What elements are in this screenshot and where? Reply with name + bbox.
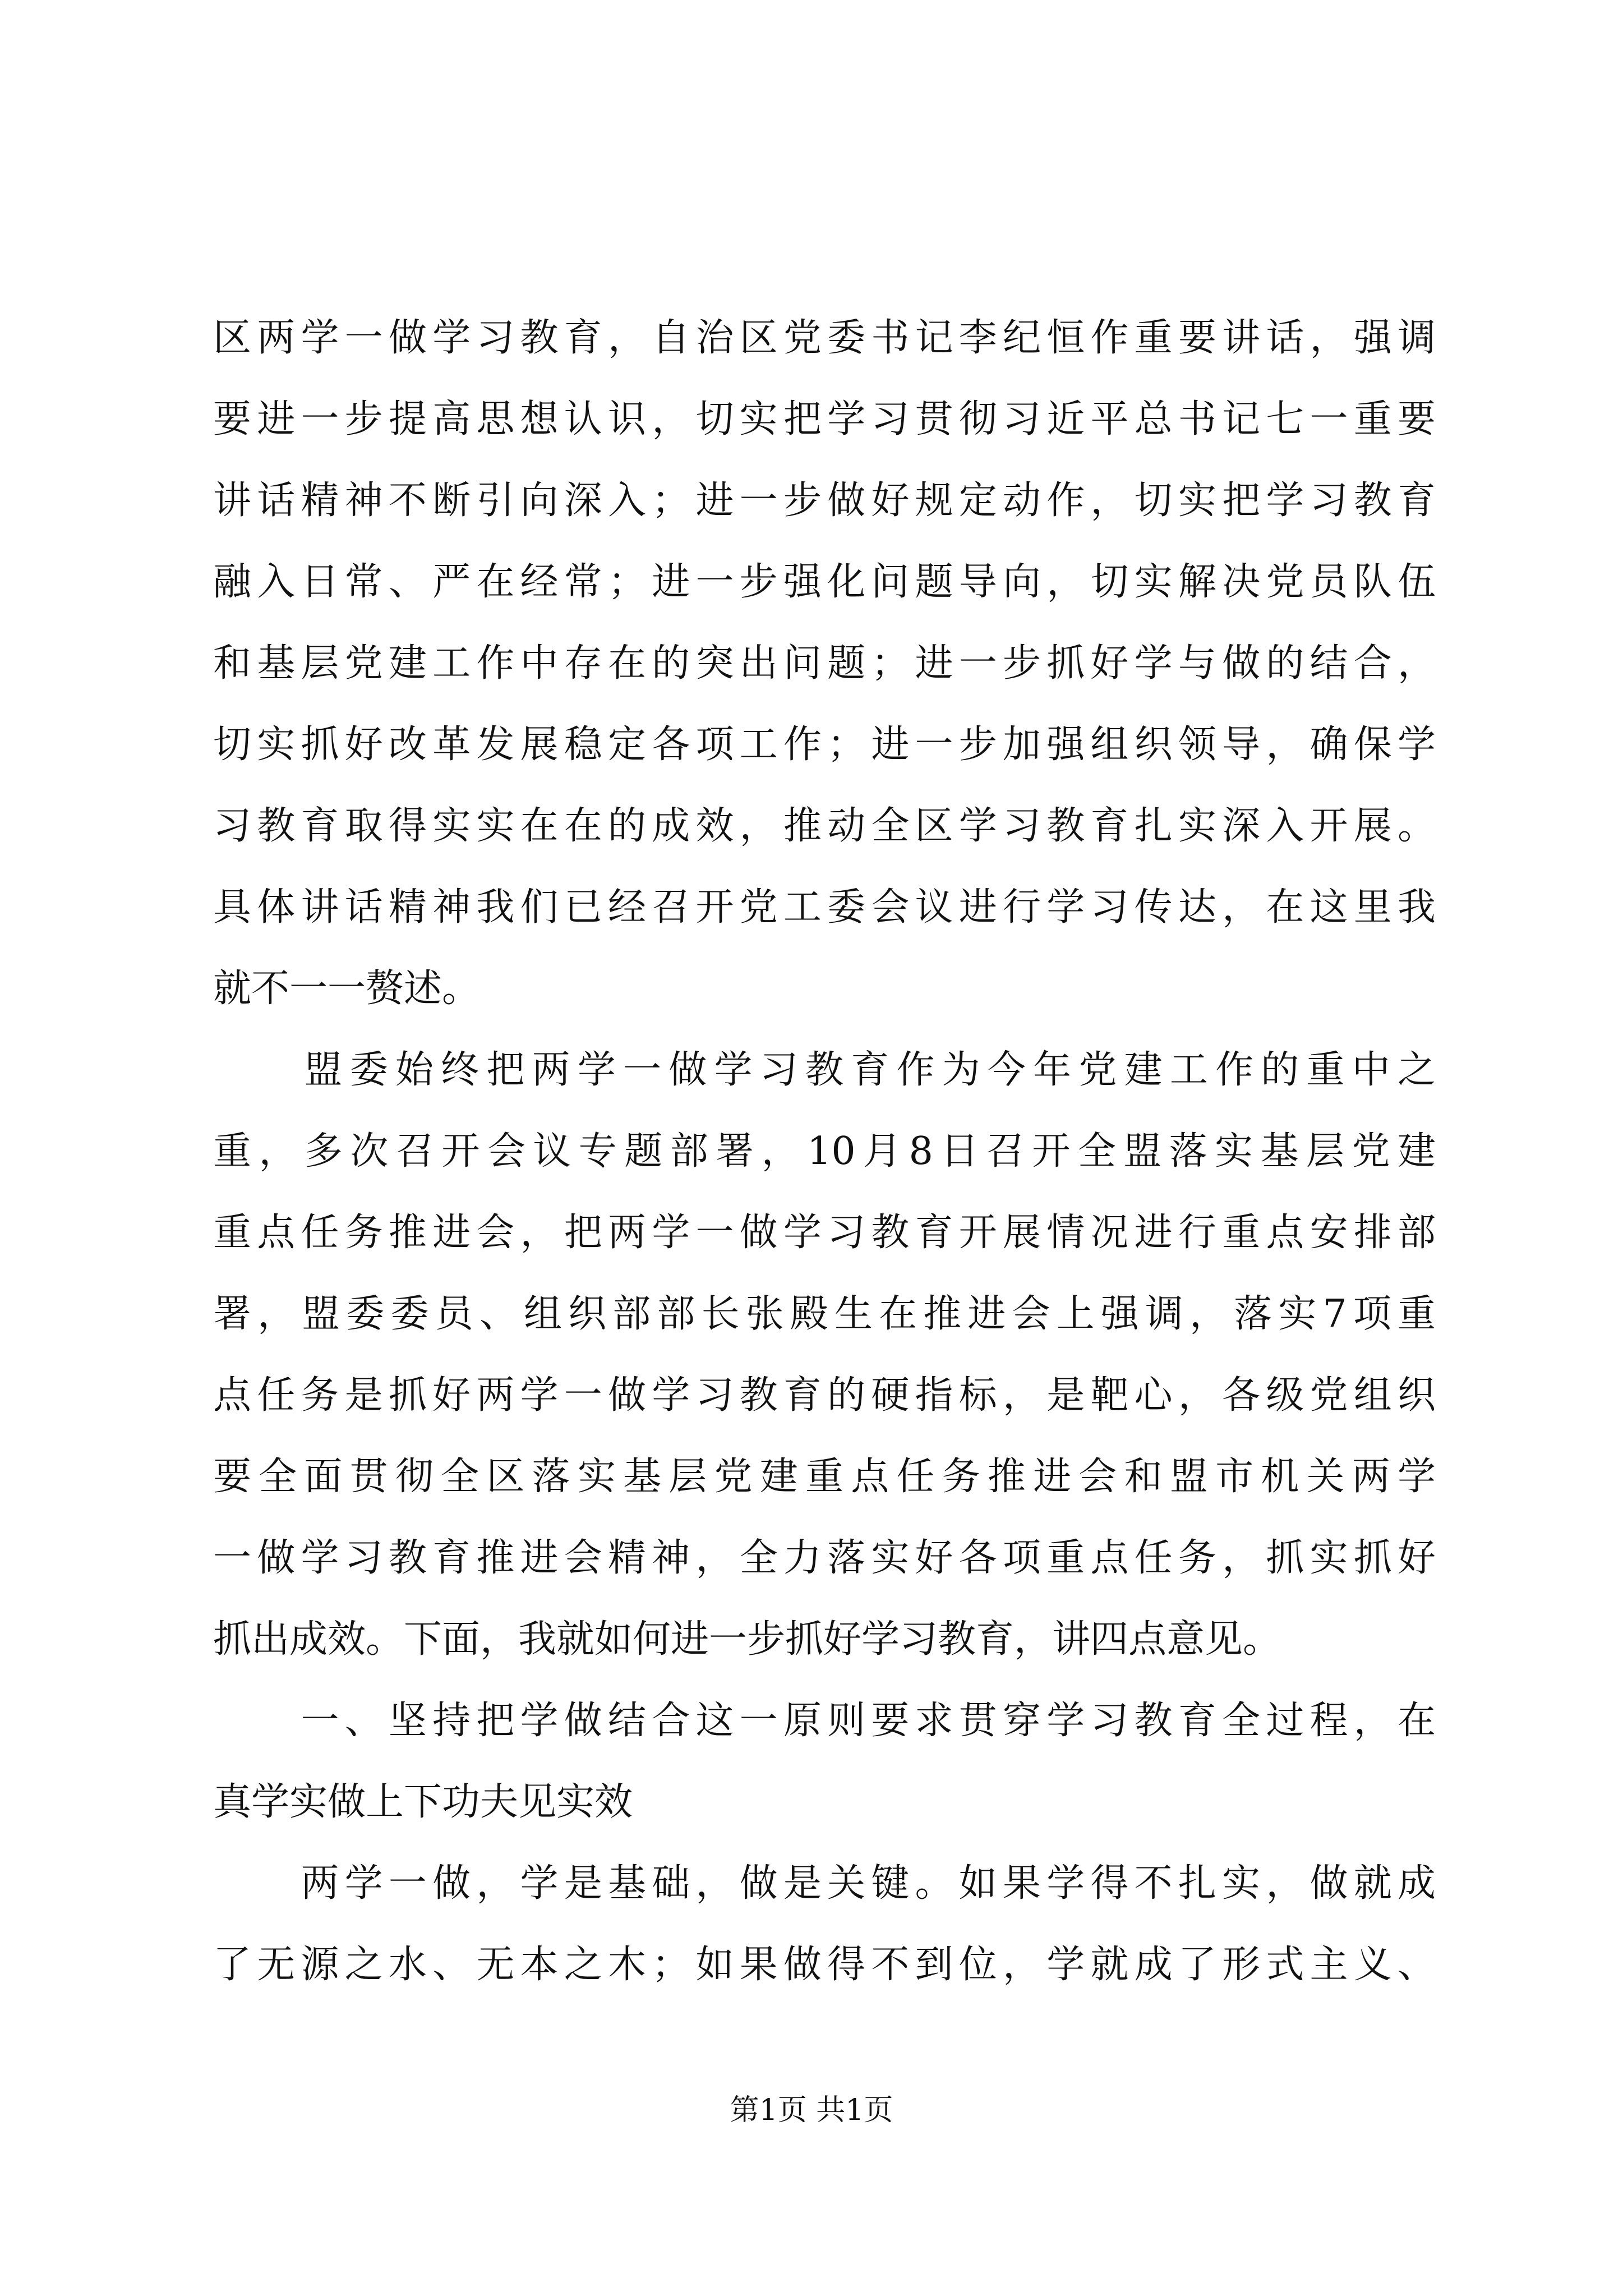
text-line: 署，盟委委员、组织部部长张殿生在推进会上强调，落实7项重 bbox=[213, 1292, 1436, 1336]
text-line: 融入日常、严在经常；进一步强化问题导向，切实解决党员队伍 bbox=[213, 560, 1436, 604]
text-line: 和基层党建工作中存在的突出问题；进一步抓好学与做的结合， bbox=[213, 641, 1436, 685]
text-line: 要进一步提高思想认识，切实把学习贯彻习近平总书记七一重要 bbox=[213, 397, 1436, 441]
text-line: 抓出成效。下面，我就如何进一步抓好学习教育，讲四点意见。 bbox=[213, 1617, 1281, 1662]
text-line: 区两学一做学习教育，自治区党委书记李纪恒作重要讲话，强调 bbox=[213, 316, 1436, 360]
text-line: 重点任务推进会，把两学一做学习教育开展情况进行重点安排部 bbox=[213, 1211, 1436, 1255]
section-heading-line: 真学实做上下功夫见实效 bbox=[213, 1780, 633, 1824]
text-line: 讲话精神不断引向深入；进一步做好规定动作，切实把学习教育 bbox=[213, 478, 1436, 523]
text-line: 就不一一赘述。 bbox=[213, 967, 481, 1011]
text-line: 了无源之水、无本之木；如果做得不到位，学就成了形式主义、 bbox=[213, 1943, 1436, 1987]
text-line: 习教育取得实实在在的成效，推动全区学习教育扎实深入开展。 bbox=[213, 804, 1436, 848]
text-line: 两学一做，学是基础，做是关键。如果学得不扎实，做就成 bbox=[213, 1861, 1436, 1906]
document-body bbox=[213, 297, 1436, 2005]
text-line: 盟委始终把两学一做学习教育作为今年党建工作的重中之 bbox=[213, 1048, 1436, 1092]
text-line: 重，多次召开会议专题部署，10月8日召开全盟落实基层党建 bbox=[213, 1129, 1436, 1174]
text-line: 具体讲话精神我们已经召开党工委会议进行学习传达，在这里我 bbox=[213, 885, 1436, 930]
page-footer: 第1页 共1页 bbox=[730, 2093, 893, 2127]
text-line: 要全面贯彻全区落实基层党建重点任务推进会和盟市机关两学 bbox=[213, 1455, 1436, 1499]
text-line: 切实抓好改革发展稳定各项工作；进一步加强组织领导，确保学 bbox=[213, 723, 1436, 767]
text-line: 一做学习教育推进会精神，全力落实好各项重点任务，抓实抓好 bbox=[213, 1536, 1436, 1580]
section-heading-line: 一、坚持把学做结合这一原则要求贯穿学习教育全过程，在 bbox=[213, 1699, 1436, 1743]
text-line: 点任务是抓好两学一做学习教育的硬指标，是靶心，各级党组织 bbox=[213, 1373, 1436, 1418]
